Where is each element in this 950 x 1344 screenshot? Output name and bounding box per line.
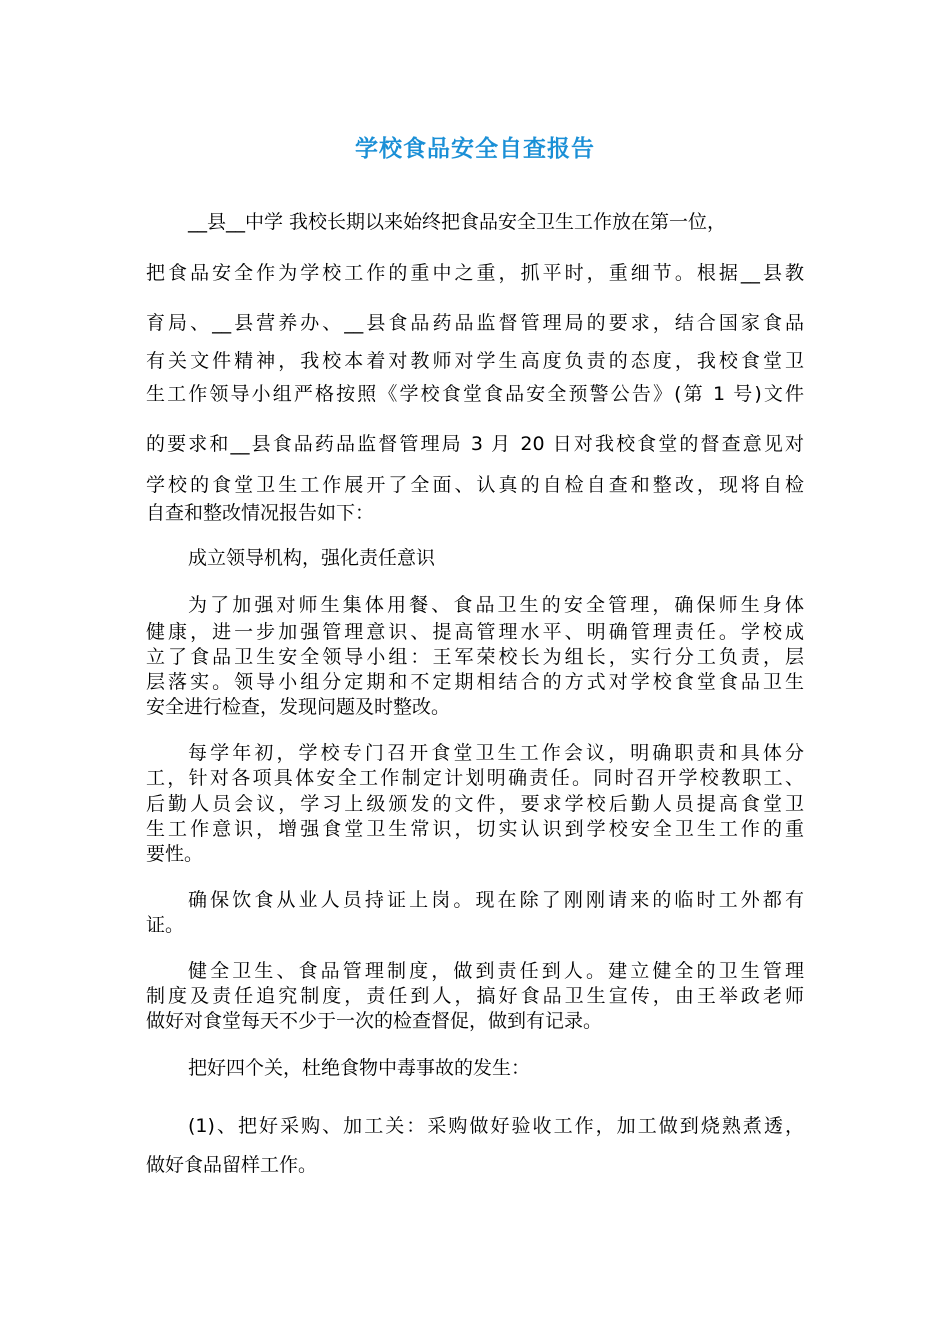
text-line: 后勤人员会议，学习上级颁发的文件，要求学校后勤人员提高食堂卫	[146, 793, 804, 815]
text-line: 安全进行检查，发现问题及时整改。	[146, 696, 451, 718]
text-line: 自查和整改情况报告如下：	[146, 502, 375, 524]
text-line: 要性。	[146, 843, 204, 865]
text-line: 把食品安全作为学校工作的重中之重，抓平时，重细节。根据__县教	[146, 262, 804, 284]
text-line: 为了加强对师生集体用餐、食品卫生的安全管理，确保师生身体	[188, 594, 804, 616]
text-line: 有关文件精神，我校本着对教师对学生高度负责的态度，我校食堂卫	[146, 350, 804, 372]
text-line: 学校的食堂卫生工作展开了全面、认真的自检自查和整改，现将自检	[146, 474, 804, 496]
text-line: 健全卫生、食品管理制度，做到责任到人。建立健全的卫生管理	[188, 960, 804, 982]
text-line: 每学年初，学校专门召开食堂卫生工作会议，明确职责和具体分	[188, 742, 804, 764]
text-line: 育局、__县营养办、__县食品药品监督管理局的要求，结合国家食品	[146, 312, 804, 334]
text-line: 制度及责任追究制度，责任到人，搞好食品卫生宣传，由王举政老师	[146, 985, 804, 1007]
text-line: 生工作意识，增强食堂卫生常识，切实认识到学校安全卫生工作的重	[146, 818, 804, 840]
text-line: __县__中学 我校长期以来始终把食品安全卫生工作放在第一位，	[188, 211, 727, 233]
text-line: 的要求和__县食品药品监督管理局 3 月 20 日对我校食堂的督查意见对	[146, 433, 804, 455]
text-line: (1)、把好采购、加工关：采购做好验收工作，加工做到烧熟煮透，	[188, 1115, 804, 1137]
text-line: 健康，进一步加强管理意识、提高管理水平、明确管理责任。学校成	[146, 621, 804, 643]
section-heading: 把好四个关，杜绝食物中毒事故的发生：	[188, 1057, 531, 1079]
text-line: 证。	[146, 914, 185, 936]
text-line: 做好对食堂每天不少于一次的检查督促，做到有记录。	[146, 1010, 603, 1032]
text-line: 确保饮食从业人员持证上岗。现在除了刚刚请来的临时工外都有	[188, 889, 804, 911]
text-line: 做好食品留样工作。	[146, 1154, 318, 1176]
document-title: 学校食品安全自查报告	[355, 136, 595, 162]
section-heading: 成立领导机构，强化责任意识	[188, 547, 436, 569]
text-line: 层落实。领导小组分定期和不定期相结合的方式对学校食堂食品卫生	[146, 671, 804, 693]
text-line: 生工作领导小组严格按照《学校食堂食品安全预警公告》(第 1 号)文件	[146, 383, 804, 405]
text-line: 工，针对各项具体安全工作制定计划明确责任。同时召开学校教职工、	[146, 767, 804, 789]
text-line: 立了食品卫生安全领导小组：王军荣校长为组长，实行分工负责，层	[146, 646, 804, 668]
